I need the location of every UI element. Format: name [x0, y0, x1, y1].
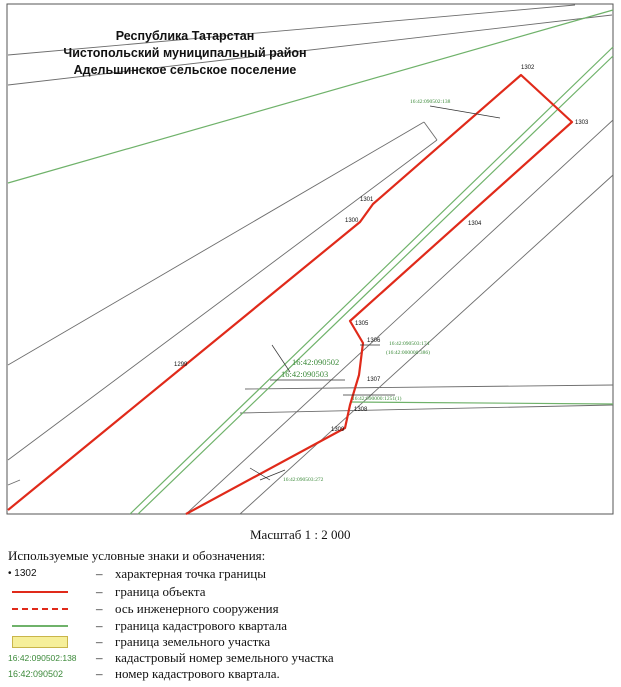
parcel-numbers — [283, 99, 451, 483]
point-1305: 1305 — [355, 321, 369, 327]
legend-dash: – — [96, 584, 103, 599]
title-district: Чистопольский муниципальный район — [63, 46, 307, 60]
title-republic: Республика Татарстан — [115, 29, 255, 43]
quarter-label-503: 16:42:090503 — [281, 369, 329, 379]
point-1306: 1306 — [367, 338, 381, 344]
legend-dash: – — [96, 618, 103, 633]
legend-text: характерная точка границы — [115, 566, 266, 581]
legend-text: кадастровый номер земельного участка — [115, 650, 334, 665]
point-1307: 1307 — [367, 377, 381, 383]
legend-text: ось инженерного сооружения — [115, 601, 279, 616]
point-1308: 1308 — [354, 407, 368, 413]
legend-symbol-yellow-box — [8, 634, 70, 650]
leader-lines — [250, 106, 500, 480]
point-1300: 1300 — [345, 218, 359, 224]
parcel-outlines — [8, 5, 613, 514]
parcel-label-386: (16:42:000000:386) — [386, 350, 430, 356]
legend-symbol-quarter-code: 16:42:090502 — [8, 669, 64, 679]
quarter-label-502: 16:42:090502 — [292, 357, 340, 367]
legend-dash: – — [96, 601, 103, 616]
legend-symbol-parcel-code: 16:42:090502:138 — [8, 653, 77, 663]
legend-item-quarter-boundary — [8, 618, 608, 634]
point-1304: 1304 — [468, 221, 482, 227]
legend-dash: – — [96, 650, 103, 665]
title-settlement: Адельшинское сельское поселение — [73, 63, 297, 77]
point-1303: 1303 — [575, 120, 589, 126]
legend-text: граница объекта — [115, 584, 206, 599]
legend-dash: – — [96, 566, 103, 581]
point-1299: 1299 — [174, 362, 188, 368]
legend-item-land-parcel — [8, 634, 608, 650]
legend-text: номер кадастрового квартала. — [115, 666, 280, 681]
parcel-label-174: 16:42:090503:174 — [389, 341, 430, 347]
legend-item-parcel-number — [8, 650, 608, 666]
parcel-label-138: 16:42:090502:138 — [410, 99, 451, 105]
legend-symbol-red-line — [8, 584, 70, 600]
object-boundary — [8, 75, 572, 514]
legend-text: граница кадастрового квартала — [115, 618, 288, 633]
point-labels — [174, 65, 589, 433]
legend-symbol-red-dashed-line — [8, 601, 70, 617]
legend-symbol-green-line — [8, 618, 70, 634]
point-1302: 1302 — [521, 65, 535, 71]
legend-item-axis — [8, 601, 608, 617]
parcel-label-1251: 16:42:090000:1251(1) — [352, 396, 402, 402]
legend-item-object-boundary — [8, 584, 608, 600]
point-1309: 1309 — [331, 427, 345, 433]
legend-symbol-point: • 1302 — [8, 568, 37, 579]
legend-heading: Используемые условные знаки и обозначения: — [8, 548, 266, 563]
legend-dash: – — [96, 634, 103, 649]
legend-dash: – — [96, 666, 103, 681]
legend-item-quarter-number — [8, 666, 608, 682]
parcel-label-272: 16:42:090503:272 — [283, 477, 324, 483]
point-1301: 1301 — [360, 197, 374, 203]
scale-label: Масштаб 1 : 2 000 — [250, 527, 351, 542]
legend-item-point — [8, 566, 608, 582]
legend-text: граница земельного участка — [115, 634, 271, 649]
